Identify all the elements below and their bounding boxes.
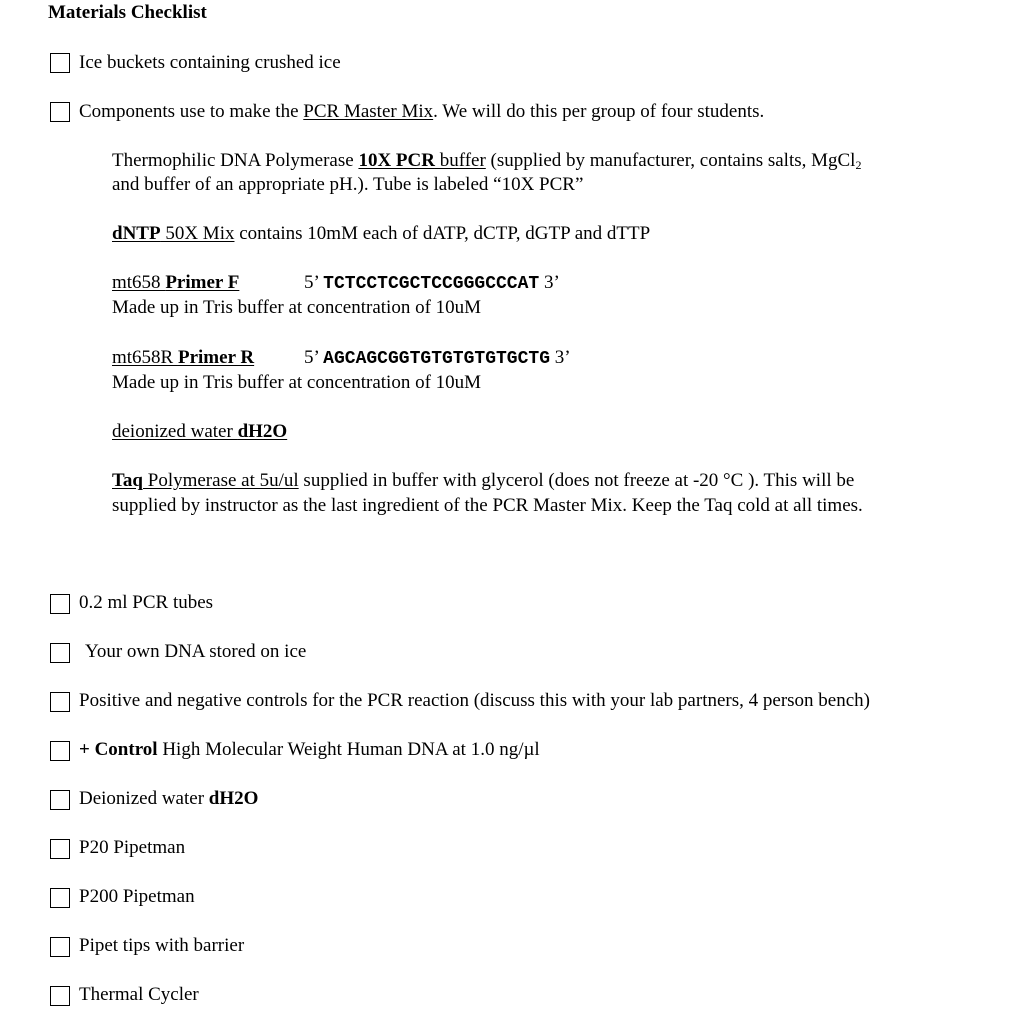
item-own-dna-label: Your own DNA stored on ice xyxy=(85,641,307,662)
checkbox-controls[interactable] xyxy=(50,692,70,712)
item-water-label xyxy=(79,787,258,811)
item-ice-label: Ice buckets containing crushed ice xyxy=(79,52,341,73)
buffer-bold: 10X PCR xyxy=(358,150,435,171)
item-components-label xyxy=(79,100,764,124)
component-water-text: deionized water xyxy=(112,421,238,442)
checkbox-positive-control[interactable] xyxy=(50,741,70,761)
taq-bold: Taq xyxy=(112,470,143,491)
component-water-bold: dH2O xyxy=(237,421,288,442)
primer-r-sequence-line xyxy=(304,346,571,371)
dntp-bold: dNTP xyxy=(112,223,161,244)
buffer-pre: Thermophilic DNA Polymerase xyxy=(112,150,359,171)
primer-f-id: mt658 xyxy=(112,272,166,293)
primer-f-label: Primer F xyxy=(165,272,240,293)
component-water xyxy=(112,420,287,444)
buffer-subscript: 2 xyxy=(855,158,862,172)
positive-control-bold: + Control xyxy=(79,739,158,760)
primer-f-sequence-line xyxy=(304,271,560,296)
water-text: Deionized water xyxy=(79,788,209,809)
dntp-line xyxy=(112,222,650,246)
item-positive-control-label xyxy=(79,738,540,762)
primer-r-sequence: AGCAGCGGTGTGTGTGTGCTG xyxy=(323,349,551,369)
components-text-post: . We will do this per group of four students. xyxy=(433,101,765,122)
pcr-master-mix-link: PCR Master Mix xyxy=(303,101,434,122)
taq-line-2: supplied by instructor as the last ingredient of the PCR Master Mix. Keep the Taq cold at all times. xyxy=(112,495,863,516)
checkbox-own-dna[interactable] xyxy=(50,643,70,663)
checkbox-water[interactable] xyxy=(50,790,70,810)
primer-r-line-2: Made up in Tris buffer at concentration of 10uM xyxy=(112,372,482,393)
buffer-line-2: and buffer of an appropriate pH.). Tube is labeled “10X PCR” xyxy=(112,174,584,195)
item-tips-label: Pipet tips with barrier xyxy=(79,935,245,956)
primer-f-3prime: 3’ xyxy=(539,272,560,293)
page-title: Materials Checklist xyxy=(48,2,207,23)
dntp-post: contains 10mM each of dATP, dCTP, dGTP and dTTP xyxy=(234,223,651,244)
taq-underlined: Polymerase at 5u/ul xyxy=(143,470,299,491)
dntp-underlined: 50X Mix xyxy=(160,223,235,244)
primer-r-id: mt658R xyxy=(112,347,178,368)
primer-f-5prime: 5’ xyxy=(304,272,324,293)
checkbox-components[interactable] xyxy=(50,102,70,122)
taq-post: supplied in buffer with glycerol (does not freeze at -20 °C ). This will be xyxy=(298,470,855,491)
primer-f-name xyxy=(112,271,239,295)
buffer-underlined: buffer xyxy=(434,150,486,171)
item-tubes-label: 0.2 ml PCR tubes xyxy=(79,592,214,613)
components-text: Components use to make the xyxy=(79,101,304,122)
item-p200-label: P200 Pipetman xyxy=(79,886,195,907)
primer-f-line-2: Made up in Tris buffer at concentration of 10uM xyxy=(112,297,482,318)
checkbox-tubes[interactable] xyxy=(50,594,70,614)
primer-r-5prime: 5’ xyxy=(304,347,324,368)
buffer-line-1 xyxy=(112,149,861,173)
checkbox-p200[interactable] xyxy=(50,888,70,908)
checkbox-cycler[interactable] xyxy=(50,986,70,1006)
checkbox-p20[interactable] xyxy=(50,839,70,859)
checkbox-tips[interactable] xyxy=(50,937,70,957)
buffer-post: (supplied by manufacturer, contains salts, MgCl xyxy=(485,150,856,171)
positive-control-rest: High Molecular Weight Human DNA at 1.0 ng/µl xyxy=(157,739,540,760)
checkbox-ice[interactable] xyxy=(50,53,70,73)
primer-r-3prime: 3’ xyxy=(550,347,571,368)
primer-r-label: Primer R xyxy=(177,347,255,368)
water-bold: dH2O xyxy=(208,788,259,809)
taq-line-1 xyxy=(112,469,854,493)
primer-f-sequence: TCTCCTCGCTCCGGGCCCAT xyxy=(323,274,540,294)
item-controls-label: Positive and negative controls for the PCR reaction (discuss this with your lab partners, 4 person bench) xyxy=(79,690,870,711)
primer-r-name xyxy=(112,346,254,370)
item-p20-label: P20 Pipetman xyxy=(79,837,186,858)
item-cycler-label: Thermal Cycler xyxy=(79,984,199,1005)
